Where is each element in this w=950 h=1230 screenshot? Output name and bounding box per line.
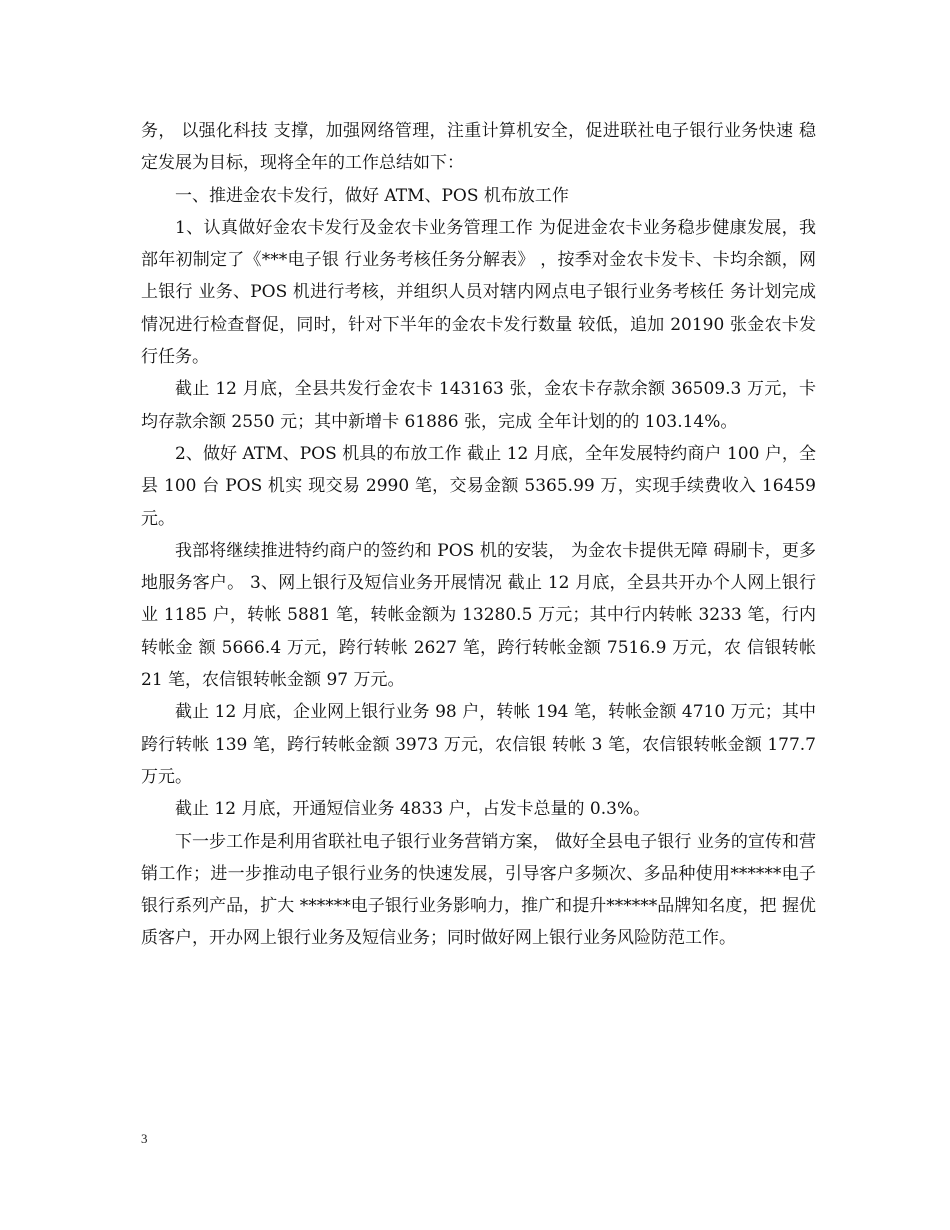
section-heading-1: 一、推进金农卡发行，做好 ATM、POS 机布放工作 (175, 185, 569, 206)
document-body (141, 115, 816, 955)
page-number: 3 (141, 1131, 148, 1146)
paragraph-online-banking-enterprise: 截止 12 月底，企业网上银行业务 98 户，转帐 194 笔，转帐金额 4710 万元；其中跨行转帐 139 笔，跨行转帐金额 3973 万元，农信银 转帐 3 笔，农信银转帐金额 177.7 万元。 (141, 702, 816, 787)
paragraph-pos-deployment: 2、做好 ATM、POS 机具的布放工作 截止 12 月底，全年发展特约商户 100 户，全县 100 台 POS 机实 现交易 2990 笔，交易金额 5365.99 万，实现手续费收入 16459 元。 (141, 443, 816, 529)
paragraph-sms-service: 截止 12 月底，开通短信业务 4833 户，占发卡总量的 0.3%。 (175, 799, 651, 820)
paragraph-online-banking-personal: 我部将继续推进特约商户的签约和 POS 机的安装， 为金农卡提供无障 碍刷卡，更多地服务客户。 3、网上银行及短信业务开展情况 截止 12 月底，全县共开办个人网上银行业 1185 户，转帐 5881 笔，转帐金额为 13280.5 万元；其中行内转帐 3233 笔，行内转帐金 额 5666.4 万元，跨行转帐 2627 笔，跨行转帐金额 7516.9 万元，农 信银转帐 21 笔，农信银转帐金额 97 万元。 (141, 540, 816, 691)
paragraph-card-issuance: 1、认真做好金农卡发行及金农卡业务管理工作 为促进金农卡业务稳步健康发展，我部年初制定了《***电子银 行业务考核任务分解表》 ，按季对金农卡发卡、卡均余额，网上银行 业务、POS 机进行考核，并组织人员对辖内网点电子银行业务考核任 务计划完成情况进行检查督促，同时，针对下半年的金农卡发行数量 较低，追加 20190 张金农卡发行任务。 (141, 217, 816, 368)
paragraph-next-steps: 下一步工作是利用省联社电子银行业务营销方案， 做好全县电子银行 业务的宣传和营销工作；进一步推动电子银行业务的快速发展，引导客户多频次、多品种使用******电子银行系列产品，扩大 ******电子银行业务影响力，推广和提升******品牌知名度，把 握优质客户，开办网上银行业务及短信业务；同时做好网上银行业务风险防范工作。 (141, 831, 816, 949)
paragraph-card-statistics: 截止 12 月底，全县共发行金农卡 143163 张，金农卡存款余额 36509.3 万元，卡均存款余额 2550 元；其中新增卡 61886 张，完成 全年计划的的 103.14%。 (141, 379, 816, 432)
paragraph-continuation: 务， 以强化科技 支撑，加强网络管理，注重计算机安全，促进联社电子银行业务快速 稳定发展为目标，现将全年的工作总结如下： (141, 121, 816, 174)
